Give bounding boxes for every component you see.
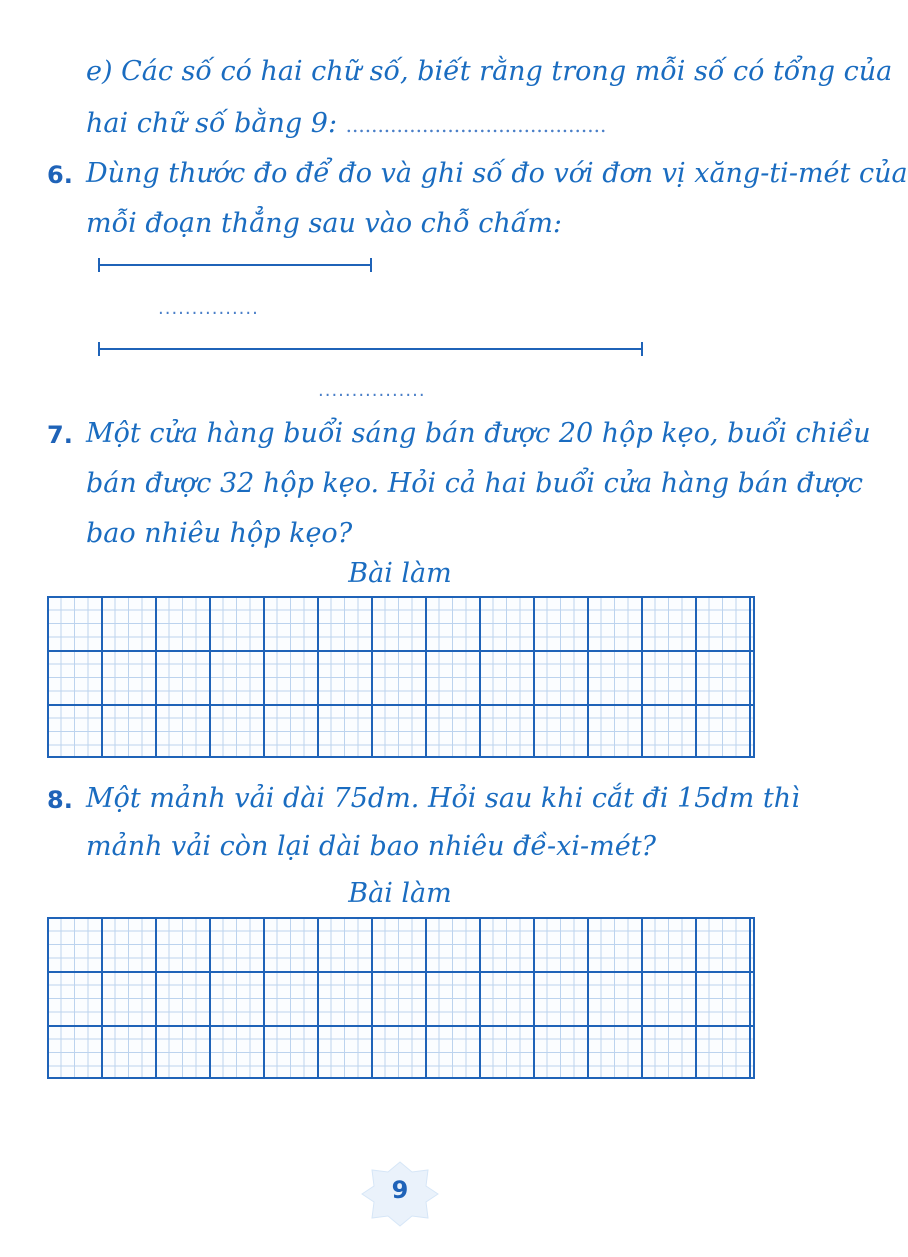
question-7-work-title: Bài làm (348, 558, 452, 589)
question-7-answer-grid[interactable] (47, 596, 755, 758)
segment-2-answer-dots: ................ (318, 380, 426, 401)
question-6-line-1: Dùng thước đo để đo và ghi số đo với đơn vị xăng-ti-mét của (86, 158, 908, 189)
item-e-line-1: e) Các số có hai chữ số, biết rằng trong mỗi số có tổng của (86, 56, 893, 87)
page-number: 9 (391, 1176, 409, 1204)
question-8-work-title: Bài làm (348, 878, 452, 909)
question-8-line-1: Một mảnh vải dài 75dm. Hỏi sau khi cắt đi 15dm thì (86, 783, 800, 814)
item-e-answer-dots: ......................................... (345, 113, 607, 137)
question-7-line-2: bán được 32 hộp kẹo. Hỏi cả hai buổi cửa hàng bán được (86, 468, 863, 499)
question-6-number: 6. (47, 161, 73, 189)
question-7-line-1: Một cửa hàng buổi sáng bán được 20 hộp kẹo, buổi chiều (86, 418, 871, 449)
question-8-line-2: mảnh vải còn lại dài bao nhiêu đề-xi-mét? (86, 831, 657, 862)
question-8-number: 8. (47, 786, 73, 814)
segment-1-answer-dots: ............... (158, 298, 259, 319)
line-segment-2 (98, 348, 643, 350)
question-7-line-3: bao nhiêu hộp kẹo? (86, 518, 353, 549)
question-6-line-2: mỗi đoạn thẳng sau vào chỗ chấm: (86, 208, 563, 239)
line-segment-1 (98, 264, 372, 266)
item-e-line-2 (86, 110, 606, 137)
item-e-line-2-text: hai chữ số bằng 9: (86, 108, 338, 139)
question-8-answer-grid[interactable] (47, 917, 755, 1079)
question-7-number: 7. (47, 421, 73, 449)
